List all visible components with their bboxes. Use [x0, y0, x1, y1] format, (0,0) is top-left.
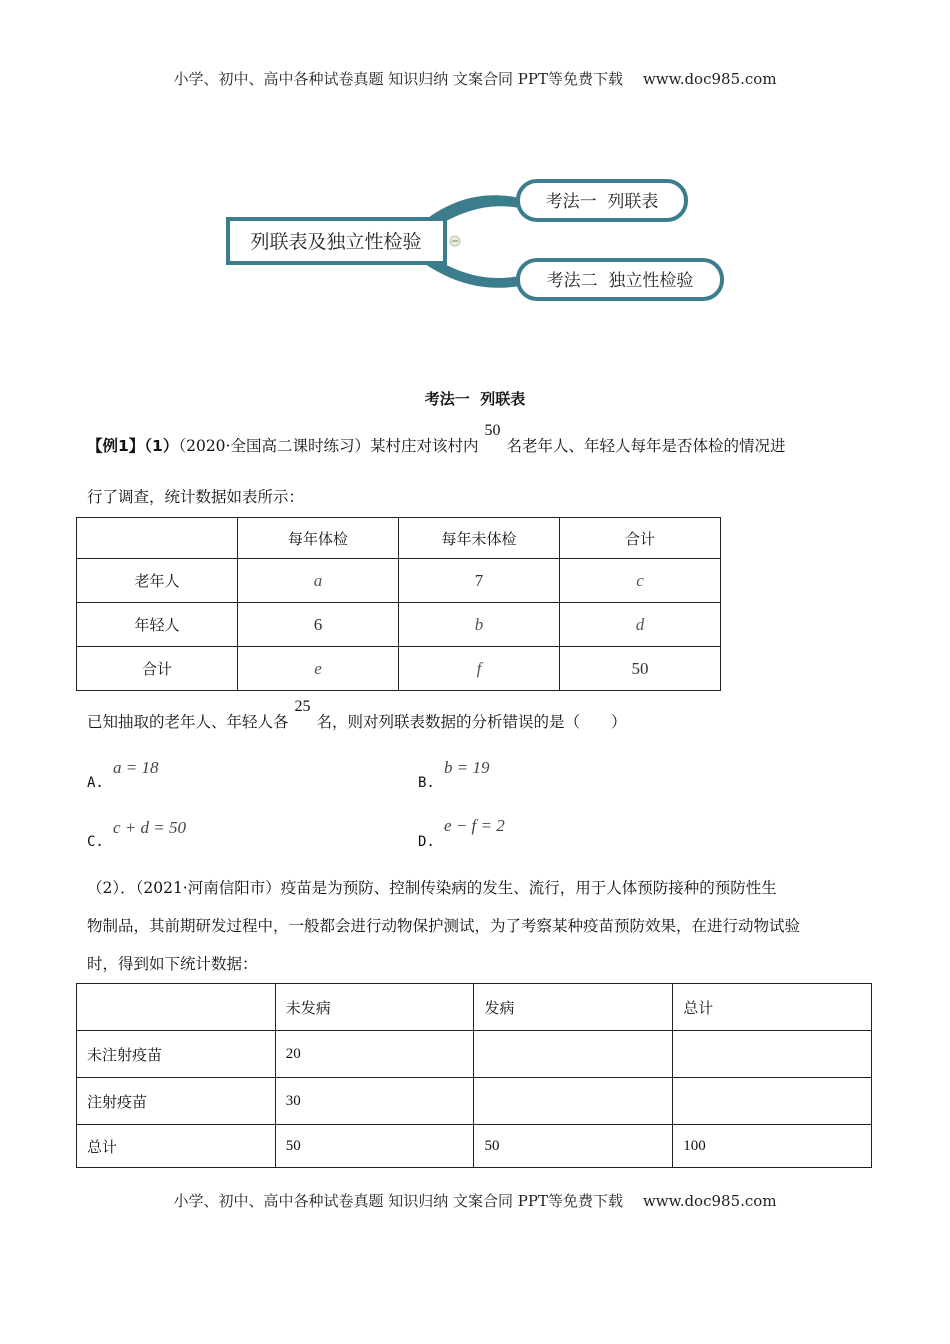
- table-cell: 50: [474, 1125, 673, 1168]
- table-cell: 50: [559, 647, 720, 691]
- table-cell: a: [237, 559, 398, 603]
- table-cell: e: [237, 647, 398, 691]
- option-a-label[interactable]: A.: [87, 775, 104, 791]
- example-2-line-3: 时，得到如下统计数据：: [87, 955, 258, 973]
- option-c-label[interactable]: C.: [87, 834, 104, 850]
- table-cell: 未注射疫苗: [77, 1031, 276, 1078]
- table-cell: 每年未体检: [398, 518, 559, 559]
- table-cell: f: [398, 647, 559, 691]
- table-cell: 老年人: [77, 559, 238, 603]
- header-text: 小学、初中、高中各种试卷真题 知识归纳 文案合同 PPT等免费下载: [173, 70, 623, 88]
- table-cell: 合计: [559, 518, 720, 559]
- table-cell: [673, 1031, 872, 1078]
- mind-map: [220, 172, 730, 308]
- example-part: （1）: [144, 437, 179, 455]
- mindmap-root-label: 列联表及独立性检验: [250, 231, 422, 253]
- stem-post: 名，则对列联表数据的分析错误的是（ ）: [316, 713, 627, 731]
- example-tag: 【例1】: [87, 437, 145, 455]
- table-cell: 注射疫苗: [77, 1078, 276, 1125]
- table-cell: c: [559, 559, 720, 603]
- table-cell: 合计: [77, 647, 238, 691]
- table-cell: 20: [275, 1031, 474, 1078]
- option-c-expr: c + d = 50: [113, 818, 186, 837]
- table-cell: 总计: [673, 984, 872, 1031]
- example-2-line-2: 物制品，其前期研发过程中，一般都会进行动物保护测试，为了考察某种疫苗预防效果，在进行动物试验: [87, 917, 801, 935]
- stem-count: 25: [294, 698, 311, 715]
- table-cell: 未发病: [275, 984, 474, 1031]
- table-cell: 30: [275, 1078, 474, 1125]
- table-cell: 6: [237, 603, 398, 647]
- example-1-line-2: 行了调查，统计数据如表所示：: [87, 488, 305, 506]
- table-cell: 7: [398, 559, 559, 603]
- page-footer: [0, 1190, 950, 1211]
- table-cell: 年轻人: [77, 603, 238, 647]
- table-cell: 总计: [77, 1125, 276, 1168]
- option-d-label[interactable]: D.: [418, 834, 435, 850]
- contingency-table-2: [76, 983, 872, 1168]
- table-row: [77, 647, 721, 691]
- footer-text: 小学、初中、高中各种试卷真题 知识归纳 文案合同 PPT等免费下载: [173, 1192, 623, 1210]
- example-2-line-1: （2）．（2021·河南信阳市）疫苗是为预防、控制传染病的发生、流行，用于人体预防接种的预防性生: [87, 879, 777, 897]
- table-cell: [77, 984, 276, 1031]
- table-header-row: [77, 984, 872, 1031]
- table-row: [77, 1031, 872, 1078]
- option-a-expr: a = 18: [113, 758, 159, 777]
- example-1-question: [87, 422, 786, 457]
- footer-site-link[interactable]: www.doc985.com: [642, 1192, 777, 1210]
- table-cell: 100: [673, 1125, 872, 1168]
- page-header: [0, 68, 950, 89]
- table-cell: [474, 1031, 673, 1078]
- example-source: （2020·全国高二课时练习）某村庄对该村内: [178, 437, 479, 455]
- option-b-label[interactable]: B.: [418, 775, 435, 791]
- example-rest: 名老年人、年轻人每年是否体检的情况进: [506, 437, 786, 455]
- header-site-link[interactable]: www.doc985.com: [642, 70, 777, 88]
- table-cell: 每年体检: [237, 518, 398, 559]
- table-cell: 50: [275, 1125, 474, 1168]
- option-b-expr: b = 19: [444, 758, 490, 777]
- table-row: [77, 1078, 872, 1125]
- table-cell: [474, 1078, 673, 1125]
- option-d-expr: e − f = 2: [444, 816, 505, 835]
- contingency-table-1: [76, 517, 721, 691]
- table-header-row: [77, 518, 721, 559]
- table-cell: 发病: [474, 984, 673, 1031]
- table-row: [77, 559, 721, 603]
- example-1-question-stem: [87, 698, 627, 733]
- mindmap-branch-2-label: 考法二 独立性检验: [546, 271, 694, 291]
- table-cell: [77, 518, 238, 559]
- stem-pre: 已知抽取的老年人、年轻人各: [87, 713, 289, 731]
- section-title: 考法一 列联表: [424, 390, 526, 408]
- table-cell: [673, 1078, 872, 1125]
- table-row: [77, 603, 721, 647]
- table-cell: b: [398, 603, 559, 647]
- table-row: [77, 1125, 872, 1168]
- example-count: 50: [484, 422, 501, 439]
- table-cell: d: [559, 603, 720, 647]
- mindmap-branch-1-label: 考法一 列联表: [545, 192, 659, 212]
